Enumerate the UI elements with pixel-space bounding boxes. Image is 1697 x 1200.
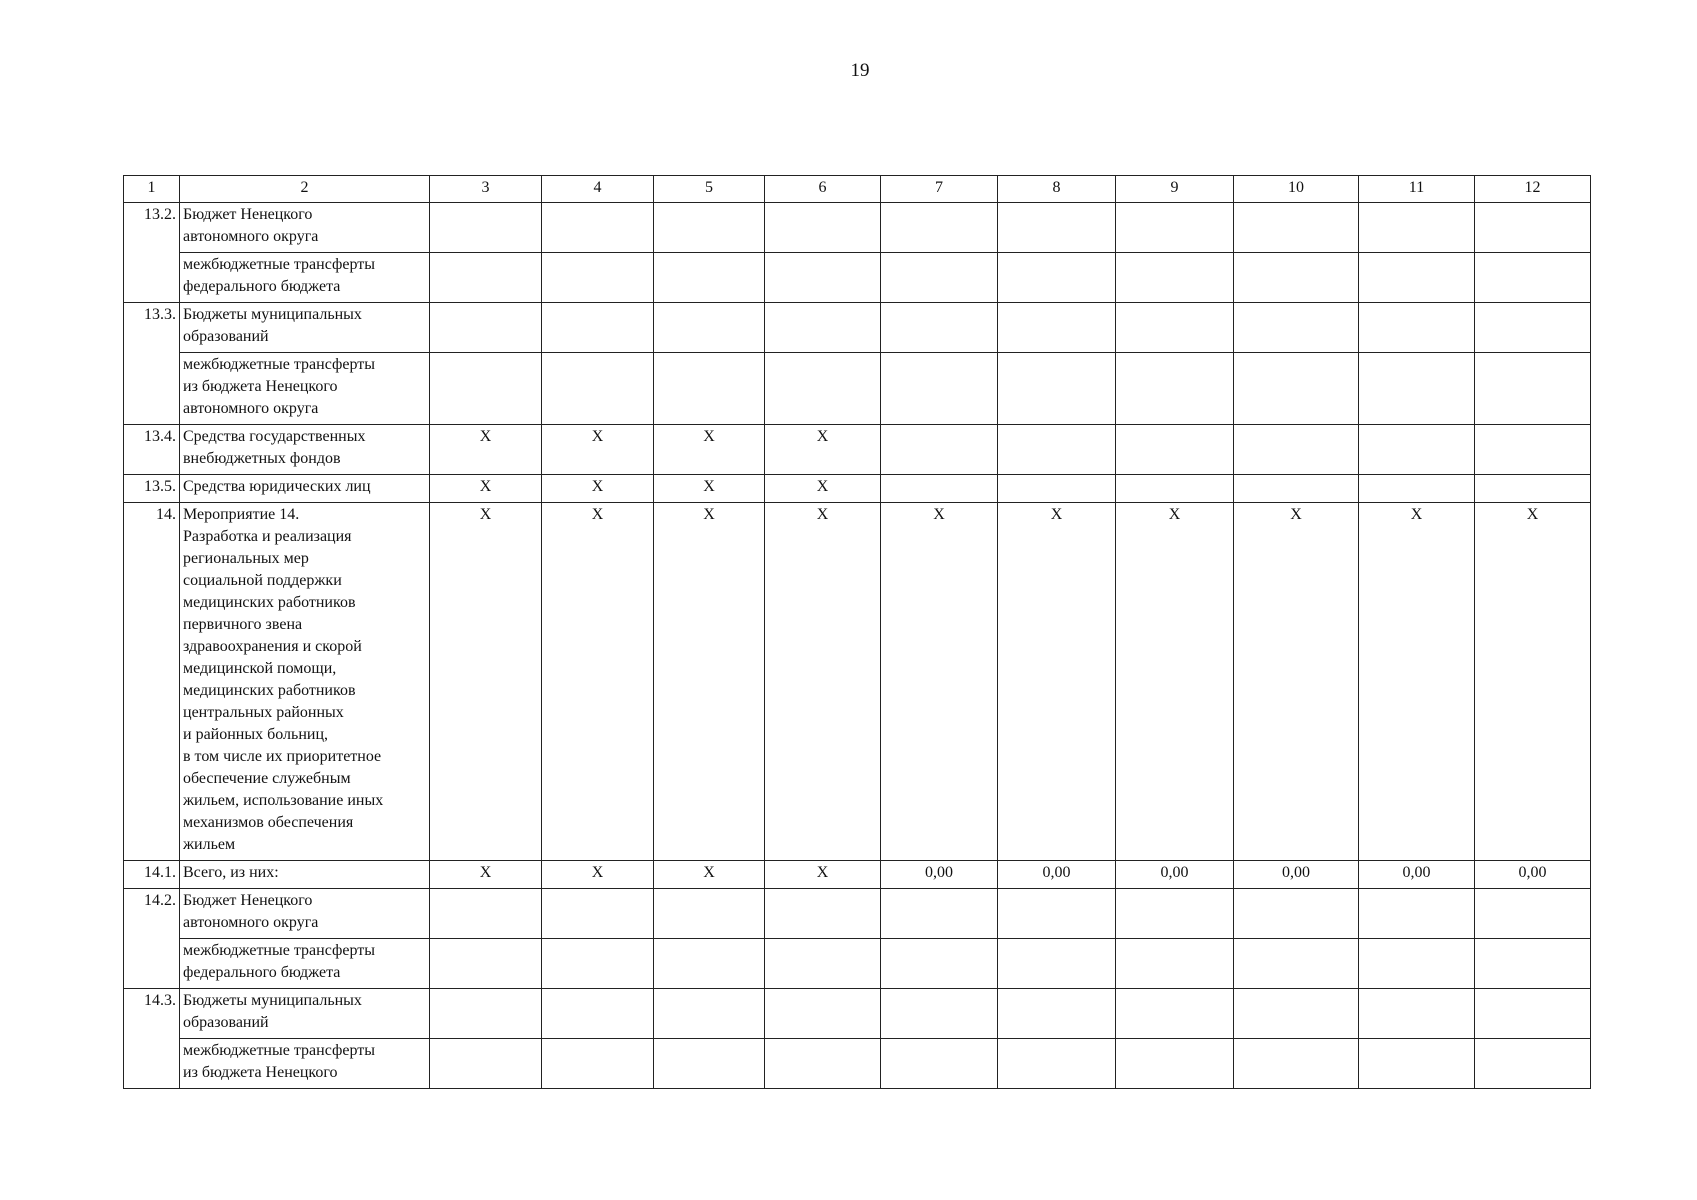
value-cell: Х [542, 425, 654, 475]
value-cell: Х [881, 503, 998, 861]
value-cell [542, 253, 654, 303]
value-cell [430, 353, 542, 425]
row-number: 14.1. [124, 861, 180, 889]
value-cell: Х [765, 503, 881, 861]
value-cell [1475, 1039, 1591, 1089]
value-cell [654, 203, 765, 253]
value-cell [998, 253, 1116, 303]
value-cell [998, 203, 1116, 253]
row-description: Бюджет Ненецкого автономного округа [180, 889, 430, 939]
column-header: 11 [1359, 176, 1475, 203]
value-cell [765, 889, 881, 939]
table-row [124, 989, 1591, 1039]
row-number: 14.3. [124, 989, 180, 1089]
row-number: 13.4. [124, 425, 180, 475]
value-cell [1475, 425, 1591, 475]
value-cell [1234, 353, 1359, 425]
value-cell [998, 1039, 1116, 1089]
value-cell [765, 203, 881, 253]
value-cell [1475, 353, 1591, 425]
value-cell [430, 253, 542, 303]
value-cell [881, 889, 998, 939]
value-cell [881, 253, 998, 303]
column-header: 6 [765, 176, 881, 203]
value-cell: Х [542, 503, 654, 861]
value-cell: Х [430, 861, 542, 889]
row-description: Всего, из них: [180, 861, 430, 889]
value-cell: Х [430, 503, 542, 861]
value-cell [542, 303, 654, 353]
value-cell [1359, 303, 1475, 353]
table-row [124, 861, 1591, 889]
value-cell [430, 939, 542, 989]
table-row [124, 203, 1591, 253]
value-cell [1475, 939, 1591, 989]
value-cell [765, 303, 881, 353]
table-body [124, 176, 1591, 1089]
value-cell: 0,00 [1475, 861, 1591, 889]
value-cell: Х [1234, 503, 1359, 861]
value-cell [881, 303, 998, 353]
value-cell [1475, 989, 1591, 1039]
value-cell [881, 989, 998, 1039]
value-cell: Х [1475, 503, 1591, 861]
row-description: Бюджеты муниципальных образований [180, 303, 430, 353]
value-cell [1359, 353, 1475, 425]
value-cell [998, 889, 1116, 939]
value-cell [881, 1039, 998, 1089]
value-cell [1116, 253, 1234, 303]
value-cell [881, 425, 998, 475]
row-description: Средства государственных внебюджетных фондов [180, 425, 430, 475]
value-cell: Х [430, 475, 542, 503]
value-cell [998, 353, 1116, 425]
value-cell: Х [654, 475, 765, 503]
value-cell: 0,00 [1116, 861, 1234, 889]
value-cell [1234, 1039, 1359, 1089]
value-cell [1359, 939, 1475, 989]
row-description: Средства юридических лиц [180, 475, 430, 503]
row-number: 13.2. [124, 203, 180, 303]
value-cell [998, 475, 1116, 503]
value-cell [998, 303, 1116, 353]
header-row [124, 176, 1591, 203]
value-cell: Х [542, 861, 654, 889]
table-row [124, 353, 1591, 425]
column-header: 10 [1234, 176, 1359, 203]
value-cell [654, 1039, 765, 1089]
column-header: 5 [654, 176, 765, 203]
value-cell [765, 939, 881, 989]
value-cell [654, 303, 765, 353]
value-cell [1116, 303, 1234, 353]
value-cell [1475, 475, 1591, 503]
value-cell [765, 353, 881, 425]
value-cell [1234, 989, 1359, 1039]
value-cell [1475, 203, 1591, 253]
value-cell [881, 203, 998, 253]
value-cell [881, 353, 998, 425]
table-row [124, 1039, 1591, 1089]
value-cell [765, 253, 881, 303]
value-cell: 0,00 [1359, 861, 1475, 889]
value-cell [542, 989, 654, 1039]
value-cell [998, 939, 1116, 989]
table-row [124, 303, 1591, 353]
row-description: межбюджетные трансферты федерального бюджета [180, 253, 430, 303]
value-cell [1359, 989, 1475, 1039]
row-number: 14. [124, 503, 180, 861]
value-cell [1359, 889, 1475, 939]
value-cell [1359, 253, 1475, 303]
value-cell [654, 253, 765, 303]
value-cell [1116, 1039, 1234, 1089]
value-cell [881, 939, 998, 989]
value-cell [765, 989, 881, 1039]
value-cell [1116, 989, 1234, 1039]
value-cell [654, 889, 765, 939]
row-description: межбюджетные трансферты из бюджета Ненецкого [180, 1039, 430, 1089]
value-cell: Х [1359, 503, 1475, 861]
value-cell: Х [542, 475, 654, 503]
column-header: 8 [998, 176, 1116, 203]
value-cell [1475, 303, 1591, 353]
row-description: межбюджетные трансферты из бюджета Ненецкого автономного округа [180, 353, 430, 425]
value-cell [430, 889, 542, 939]
value-cell [1116, 353, 1234, 425]
budget-table [123, 175, 1591, 1089]
page-number: 19 [850, 60, 870, 81]
value-cell [1359, 425, 1475, 475]
row-description: межбюджетные трансферты федерального бюджета [180, 939, 430, 989]
row-number: 13.3. [124, 303, 180, 425]
value-cell [654, 939, 765, 989]
value-cell [542, 1039, 654, 1089]
value-cell [1234, 425, 1359, 475]
value-cell: 0,00 [998, 861, 1116, 889]
row-description: Бюджет Ненецкого автономного округа [180, 203, 430, 253]
row-description: Мероприятие 14. Разработка и реализация региональных мер социальной поддержки медицинских работников первичного звена здравоохранения и скорой медицинской помощи, медицинских работников центральных районных и районных больниц, в том числе их приоритетное обеспечение служебным жильем, использование иных механизмов обеспечения жильем [180, 503, 430, 861]
value-cell: Х [654, 425, 765, 475]
value-cell [430, 989, 542, 1039]
value-cell [1234, 889, 1359, 939]
value-cell [1359, 1039, 1475, 1089]
table-row [124, 939, 1591, 989]
value-cell: Х [765, 425, 881, 475]
value-cell [1234, 475, 1359, 503]
value-cell [1234, 253, 1359, 303]
value-cell: Х [1116, 503, 1234, 861]
value-cell: 0,00 [881, 861, 998, 889]
value-cell [1116, 203, 1234, 253]
value-cell [1475, 253, 1591, 303]
column-header: 12 [1475, 176, 1591, 203]
value-cell [1116, 889, 1234, 939]
value-cell [1359, 203, 1475, 253]
value-cell [654, 353, 765, 425]
value-cell: Х [998, 503, 1116, 861]
value-cell [1234, 203, 1359, 253]
table-row [124, 475, 1591, 503]
value-cell [765, 1039, 881, 1089]
value-cell [1116, 475, 1234, 503]
value-cell [1234, 303, 1359, 353]
row-number: 14.2. [124, 889, 180, 989]
value-cell: Х [765, 475, 881, 503]
value-cell [998, 989, 1116, 1039]
value-cell [430, 1039, 542, 1089]
column-header: 7 [881, 176, 998, 203]
value-cell [881, 475, 998, 503]
column-header: 3 [430, 176, 542, 203]
column-header: 9 [1116, 176, 1234, 203]
row-description: Бюджеты муниципальных образований [180, 989, 430, 1039]
table-row [124, 253, 1591, 303]
value-cell: Х [765, 861, 881, 889]
value-cell: Х [654, 861, 765, 889]
value-cell [542, 353, 654, 425]
value-cell [542, 939, 654, 989]
value-cell [1116, 939, 1234, 989]
table-row [124, 503, 1591, 861]
value-cell: 0,00 [1234, 861, 1359, 889]
column-header: 1 [124, 176, 180, 203]
value-cell [542, 889, 654, 939]
value-cell [998, 425, 1116, 475]
value-cell [1116, 425, 1234, 475]
value-cell [1359, 475, 1475, 503]
value-cell [430, 303, 542, 353]
value-cell [430, 203, 542, 253]
value-cell [654, 989, 765, 1039]
value-cell [542, 203, 654, 253]
value-cell [1475, 889, 1591, 939]
table-row [124, 425, 1591, 475]
column-header: 2 [180, 176, 430, 203]
column-header: 4 [542, 176, 654, 203]
value-cell [1234, 939, 1359, 989]
row-number: 13.5. [124, 475, 180, 503]
table-row [124, 889, 1591, 939]
value-cell: Х [430, 425, 542, 475]
value-cell: Х [654, 503, 765, 861]
